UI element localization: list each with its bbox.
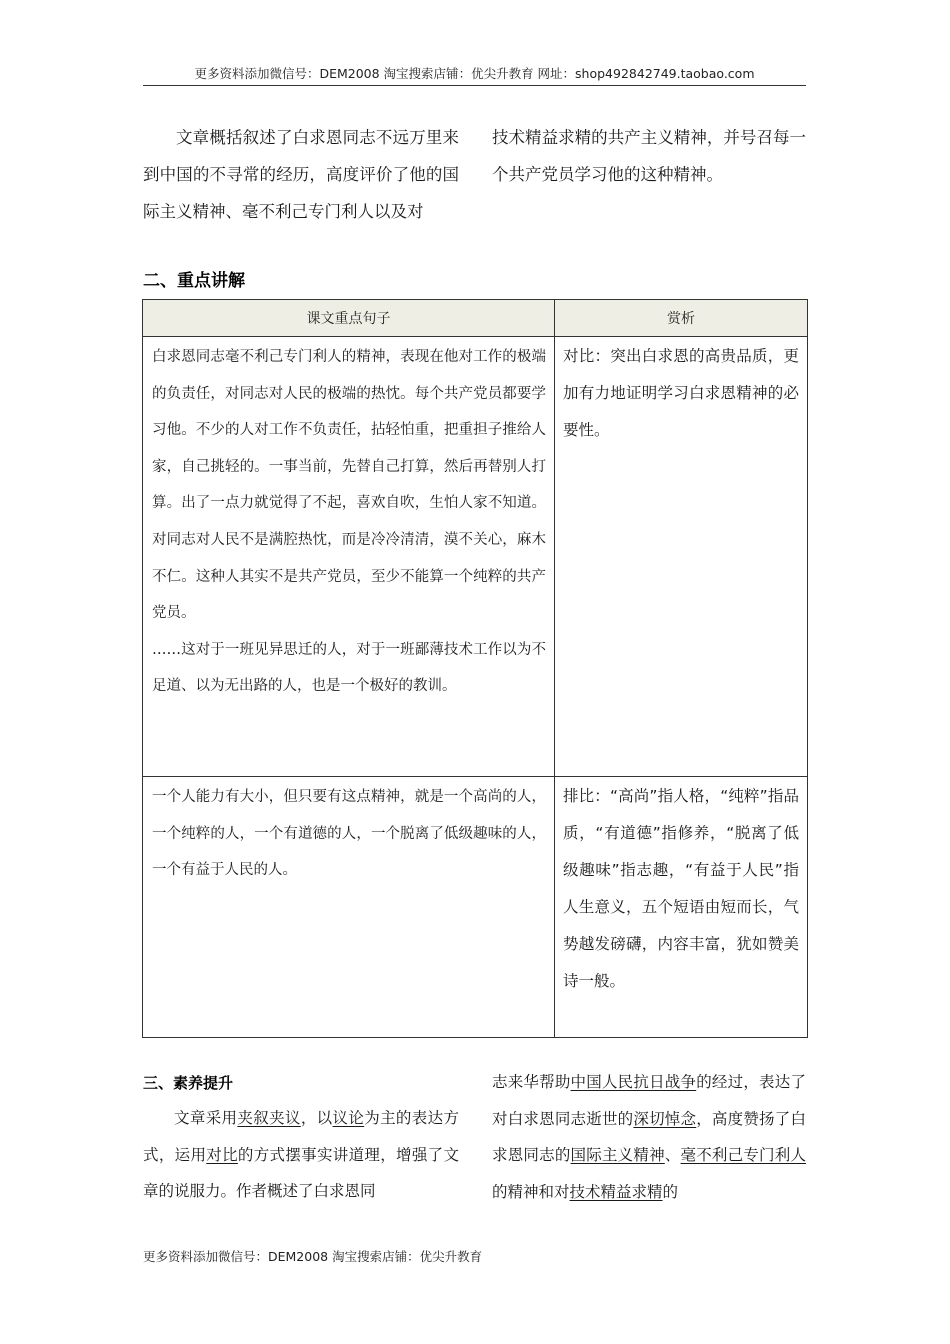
analysis-text: 对比：突出白求恩的高贵品质，更加有力地证明学习白求恩精神的必要性。 bbox=[563, 347, 799, 439]
analysis-text: 排比：“高尚”指人格，“纯粹”指品质，“有道德”指修养，“脱离了低级趣味”指志趣，“有益于人民”指人生意义，五个短语由短而长，气势越发磅礴，内容丰富，犹如赞美诗一般。 bbox=[563, 787, 799, 990]
column-header-analysis: 赏析 bbox=[555, 300, 808, 337]
text-run: 的方式摆事实讲道理，增强了文章的说服力。作者概述了白求恩同 bbox=[143, 1145, 459, 1200]
text-run: 、 bbox=[664, 1146, 681, 1164]
page-header: 更多资料添加微信号：DEM2008 淘宝搜索店铺：优尖升教育 网址：shop492842749.taobao.com bbox=[194, 66, 755, 81]
sentence-paragraph: 一个人能力有大小，但只要有这点精神，就是一个高尚的人，一个纯粹的人，一个有道德的人，一个脱离了低级趣味的人，一个有益于人民的人。 bbox=[152, 789, 546, 879]
intro-paragraph-right: 技术精益求精的共产主义精神，并号召每一个共产党员学习他的这种精神。 bbox=[492, 128, 806, 184]
header-divider bbox=[143, 85, 806, 86]
underlined-term: 夹叙夹议 bbox=[237, 1109, 301, 1127]
page-footer: 更多资料添加微信号：DEM2008 淘宝搜索店铺：优尖升教育 bbox=[143, 1249, 483, 1264]
underlined-term: 国际主义精神 bbox=[570, 1146, 665, 1164]
text-run: 的精神和对 bbox=[492, 1182, 570, 1201]
intro-paragraph-left: 文章概括叙述了白求恩同志不远万里来到中国的不寻常的经历，高度评价了他的国际主义精神、毫不利己专门利人以及对 bbox=[143, 128, 459, 221]
table-row bbox=[143, 337, 808, 777]
section-title-key-points: 二、重点讲解 bbox=[143, 271, 245, 291]
text-run: 志来华帮助 bbox=[492, 1073, 571, 1091]
text-run: 为主的表达方式，运用 bbox=[143, 1109, 459, 1164]
text-run: 文章采用 bbox=[174, 1109, 238, 1127]
section-title-literacy: 三、素养提升 bbox=[143, 1074, 234, 1092]
table-header-row bbox=[143, 300, 808, 337]
sentence-paragraph: ……这对于一班见异思迁的人，对于一班鄙薄技术工作以为不足道、以为无出路的人，也是一个极好的教训。 bbox=[152, 641, 546, 695]
analysis-cell bbox=[555, 777, 808, 1038]
sentence-cell bbox=[143, 337, 555, 777]
column-header-sentences: 课文重点句子 bbox=[143, 300, 555, 337]
table-row bbox=[143, 777, 808, 1038]
sentence-paragraph: 白求恩同志毫不利己专门利人的精神，表现在他对工作的极端的负责任，对同志对人民的极端的热忱。每个共产党员都要学习他。不少的人对工作不负责任，拈轻怕重，把重担子推给人家，自己挑轻的。一事当前，先替自己打算，然后再替别人打算。出了一点力就觉得了不起，喜欢自吹，生怕人家不知道。对同志对人民不是满腔热忱，而是冷冷清清，漠不关心，麻木不仁。这种人其实不是共产党员，至少不能算一个纯粹的共产党员。 bbox=[152, 349, 546, 622]
analysis-cell bbox=[555, 337, 808, 777]
literacy-paragraph-right bbox=[492, 1064, 806, 1210]
underlined-term: 毫不利己专门利人 bbox=[680, 1146, 806, 1164]
underlined-term: 对比 bbox=[206, 1145, 238, 1164]
sentence-cell bbox=[143, 777, 555, 1038]
key-sentences-table bbox=[142, 299, 808, 1038]
text-run: 的 bbox=[662, 1182, 679, 1201]
underlined-term: 中国人民抗日战争 bbox=[570, 1073, 697, 1091]
text-run: ，高度赞扬了白求恩同志的 bbox=[492, 1109, 806, 1164]
text-run: 的经过，表达了对白求恩同志逝世的 bbox=[492, 1073, 806, 1128]
underlined-term: 议论 bbox=[332, 1109, 365, 1127]
underlined-term: 技术精益求精 bbox=[569, 1182, 663, 1201]
underlined-term: 深切悼念 bbox=[633, 1109, 697, 1128]
text-run: ，以 bbox=[300, 1109, 333, 1127]
literacy-paragraph-left bbox=[143, 1100, 459, 1210]
